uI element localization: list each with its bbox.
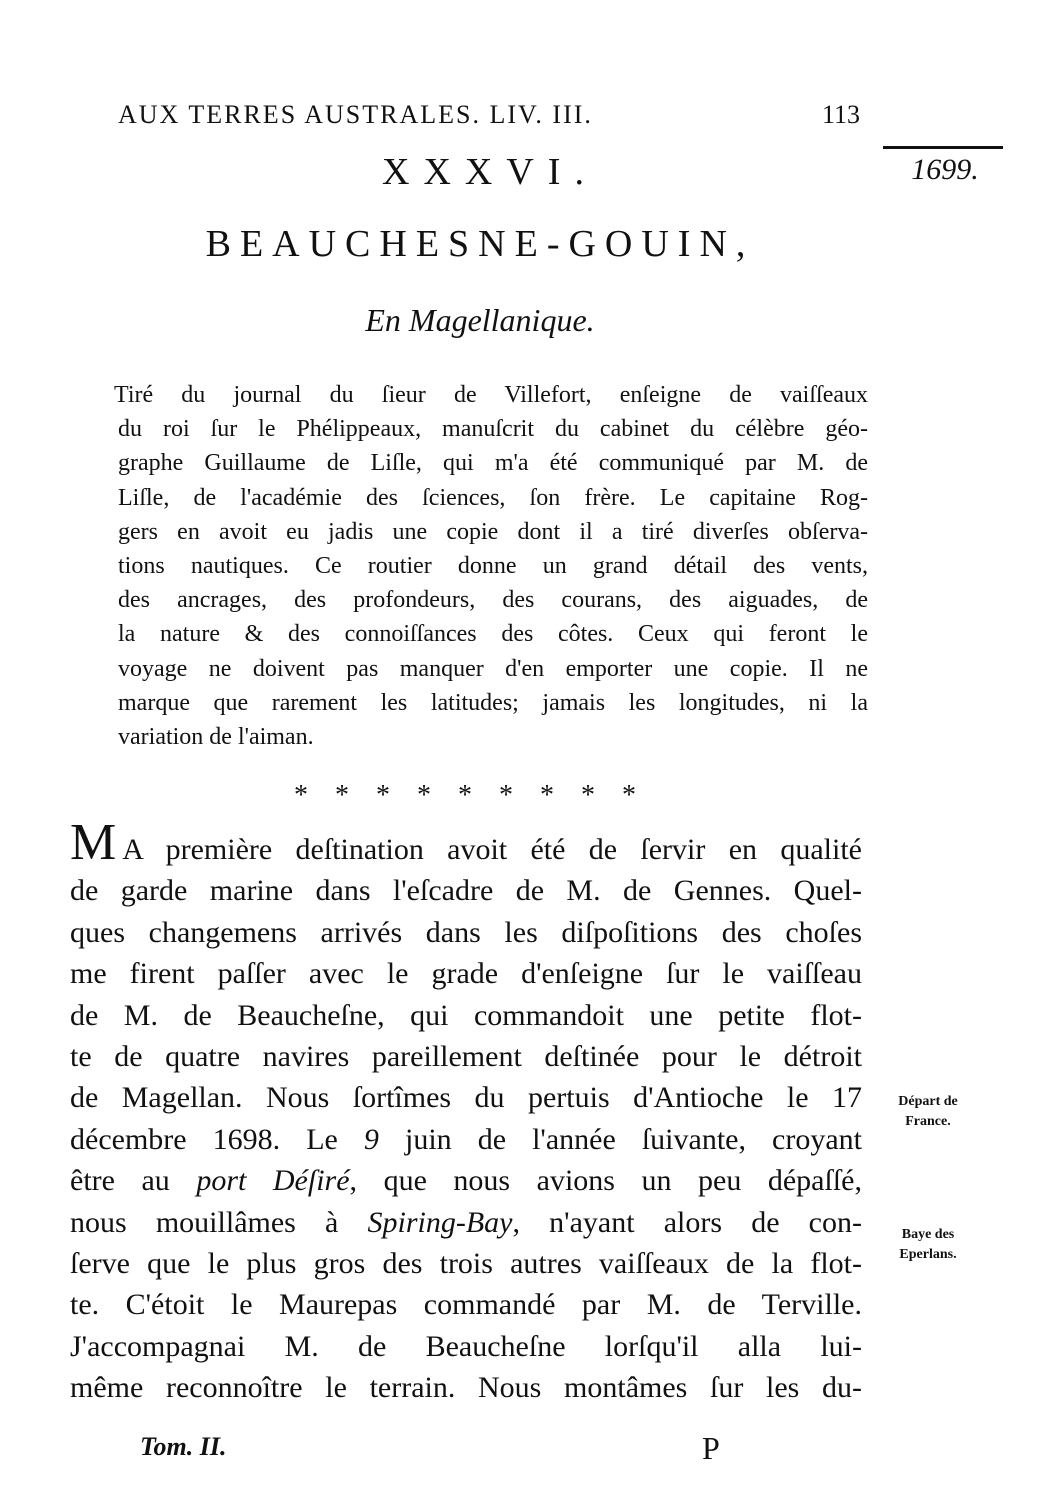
line-10-before: nous mouillâmes à [70, 1205, 368, 1239]
running-title: AUX TERRES AUSTRALES. LIV. III. [118, 100, 593, 129]
line-10-after: , n'ayant alors de con- [512, 1205, 862, 1239]
chapter-title: BEAUCHESNE-GOUIN, [205, 223, 755, 265]
main-line [70, 1160, 862, 1201]
sidenote-baye-eperlans [868, 1225, 988, 1265]
intro-paragraph [114, 378, 868, 754]
chapter-subtitle: En Magellanique. [365, 302, 595, 338]
line-8-emph: 9 [363, 1122, 379, 1156]
line-8-after: juin de l'année ſuivante, croyant [378, 1122, 862, 1156]
line-9-after: , que nous avions un peu dépaſſé, [349, 1164, 862, 1198]
drop-cap: M [70, 814, 117, 871]
main-line: même reconnoître le terrain. Nous montâmes ſur les du- [70, 1371, 862, 1405]
main-line [70, 814, 862, 871]
year-rule [883, 146, 1003, 149]
main-line: ſerve que le plus gros des trois autres vaiſſeaux de la flot- [70, 1247, 862, 1281]
intro-line: gers en avoit eu jadis une copie dont il a tiré diverſes obſerva- [118, 518, 868, 545]
sidenote-line: Eperlans. [899, 1247, 957, 1262]
footer [140, 1432, 740, 1472]
margin-year: 1699. [911, 153, 979, 186]
main-line [70, 1202, 862, 1243]
chapter-numeral: XXXVI. [382, 151, 598, 193]
intro-line: marque que rarement les latitudes; jamais les longitudes, ni la [118, 689, 868, 716]
line-9-before: être au [70, 1164, 197, 1198]
main-line: te. C'étoit le Maurepas commandé par M. de Terville. [70, 1288, 862, 1322]
intro-line: graphe Guillaume de Liſle, qui m'a été communiqué par M. de [118, 450, 868, 477]
intro-line: Liſle, de l'académie des ſciences, ſon frère. Le capitaine Rog- [118, 484, 868, 511]
tome-label: Tom. II. [140, 1432, 227, 1461]
main-line: J'accompagnai M. de Beaucheſne lorſqu'il alla lui- [70, 1329, 862, 1363]
sidenote-line: Baye des [901, 1227, 955, 1242]
main-line: de Magellan. Nous ſortîmes du pertuis d'Antioche le 17 [70, 1081, 862, 1115]
intro-line: tions nautiques. Ce routier donne un grand détail des vents, [118, 553, 868, 580]
main-text [70, 814, 862, 1409]
place-spiring-bay: Spiring-Bay [367, 1205, 513, 1239]
intro-line: du roi ſur le Phélippeaux, manuſcrit du cabinet du célèbre géo- [118, 416, 868, 443]
section-ornament: * * * * * * * * * [294, 780, 646, 811]
sidenote-line: Départ de [898, 1094, 958, 1109]
running-header [118, 100, 860, 140]
main-line: de M. de Beaucheſne, qui commandoit une petite flot- [70, 998, 862, 1032]
sidenote-line: France. [905, 1114, 951, 1129]
sidenote-depart-france [868, 1092, 988, 1132]
line-8-before: décembre 1698. Le [70, 1122, 364, 1156]
intro-line: des ancrages, des profondeurs, des courans, des aiguades, de [118, 587, 868, 614]
main-line-1-text: A première deſtination avoit été de ſervir en qualité [122, 833, 862, 866]
place-port-desire: port Déſiré [196, 1164, 350, 1198]
main-line: me firent paſſer avec le grade d'enſeigne ſur le vaiſſeau [70, 957, 862, 991]
intro-line: la nature & des connoiſſances des côtes. Ceux qui feront le [118, 621, 868, 648]
intro-line: variation de l'aiman. [118, 724, 314, 751]
page-number: 113 [821, 100, 860, 129]
main-line: te de quatre navires pareillement deſtinée pour le détroit [70, 1040, 862, 1074]
intro-line: Tiré du journal du ſieur de Villefort, enſeigne de vaiſſeaux [114, 382, 868, 408]
signature-mark: P [702, 1430, 720, 1466]
main-line: ques changemens arrivés dans les diſpoſitions des choſes [70, 915, 862, 949]
main-line: de garde marine dans l'eſcadre de M. de Gennes. Quel- [70, 874, 862, 908]
intro-line: voyage ne doivent pas manquer d'en emporter une copie. Il ne [118, 655, 868, 682]
main-line [70, 1119, 862, 1160]
